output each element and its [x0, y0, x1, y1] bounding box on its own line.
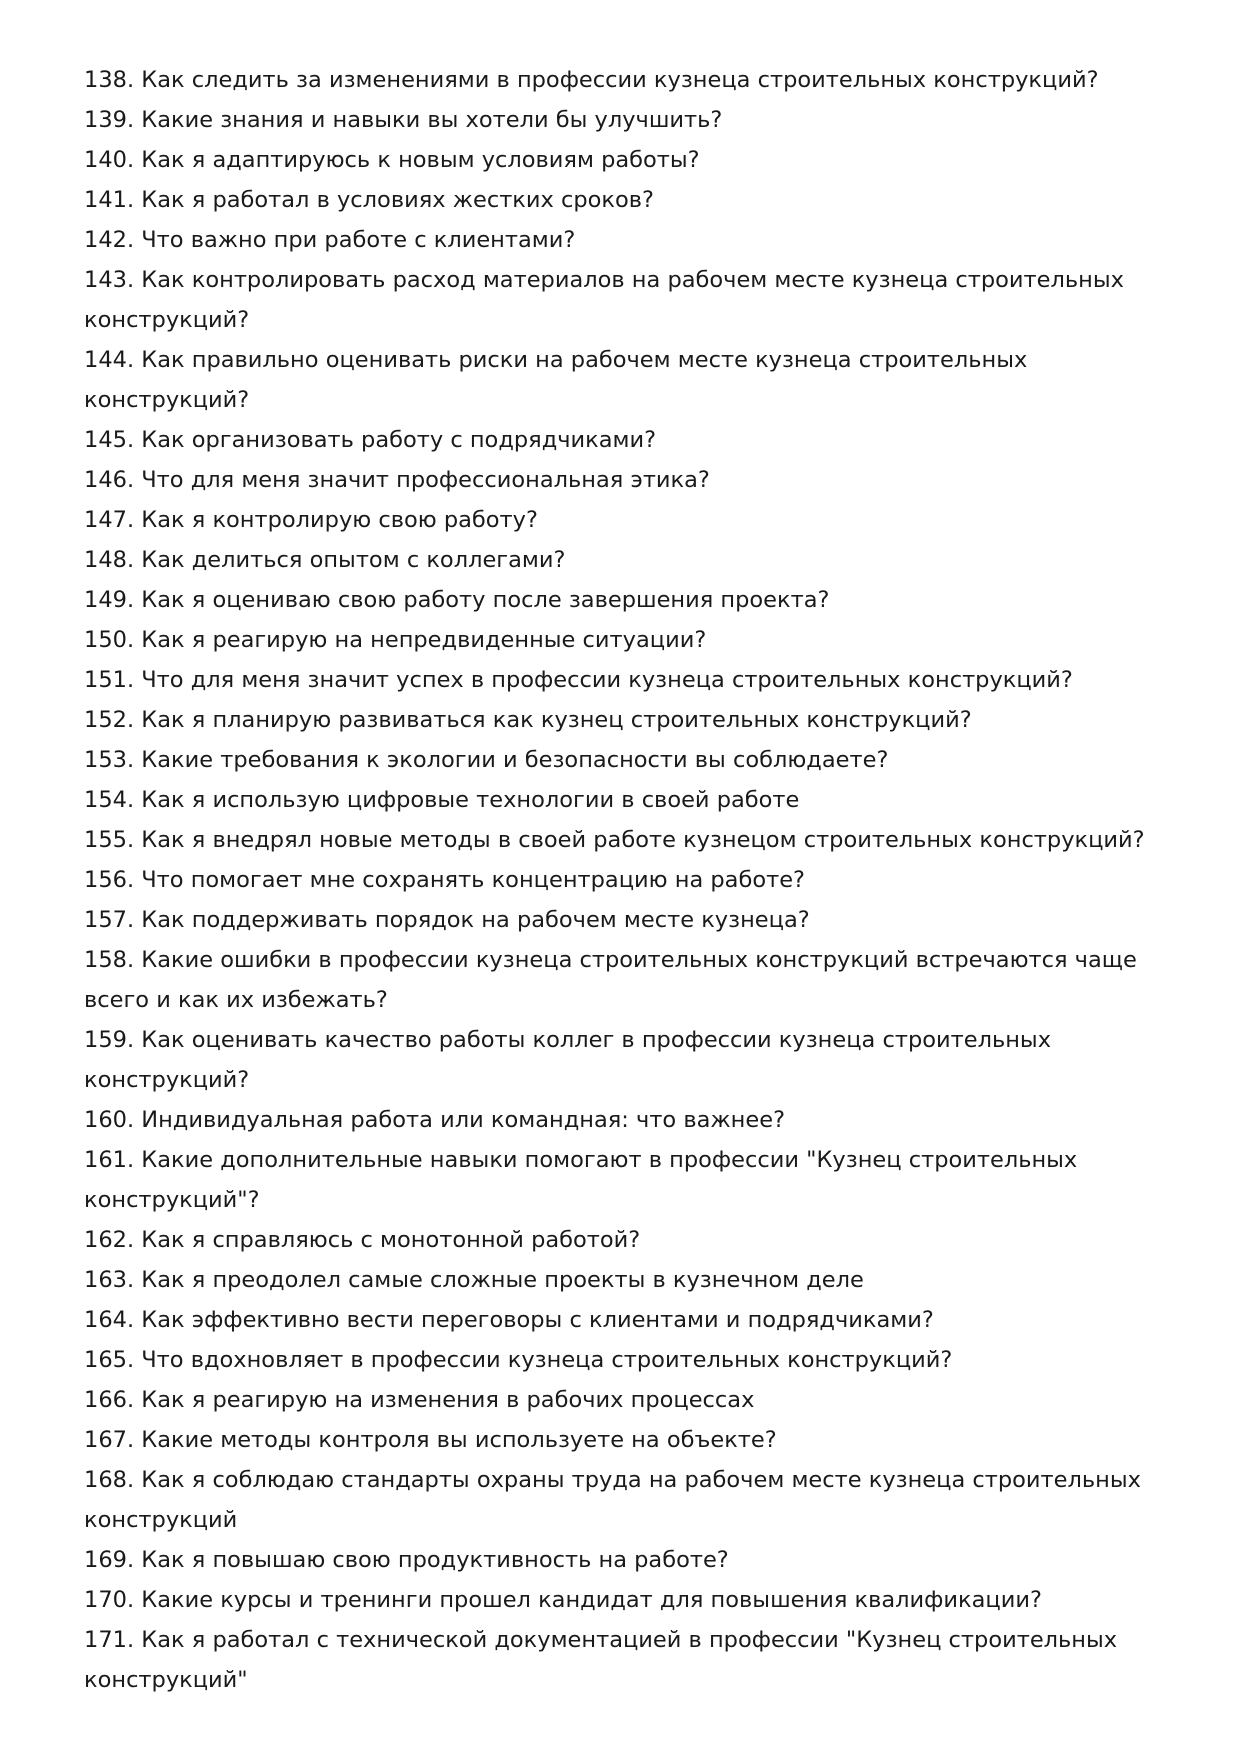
question-text-line: 151. Что для меня значит успех в профессии кузнеца строительных конструкций? [84, 667, 1073, 693]
question-item [84, 420, 1174, 460]
question-item [84, 780, 1174, 820]
question-item [84, 260, 1174, 340]
question-item [84, 1380, 1174, 1420]
question-item [84, 460, 1174, 500]
question-text-line: всего и как их избежать? [84, 987, 388, 1013]
question-item [84, 1140, 1174, 1220]
question-item [84, 580, 1174, 620]
question-item [84, 1460, 1174, 1540]
question-text-line: 139. Какие знания и навыки вы хотели бы улучшить? [84, 107, 723, 133]
question-text-line: конструкций" [84, 1667, 248, 1693]
question-text-line: 155. Как я внедрял новые методы в своей работе кузнецом строительных конструкций? [84, 827, 1145, 853]
question-text-line: 171. Как я работал с технической документацией в профессии "Кузнец строительных [84, 1627, 1118, 1653]
question-item [84, 220, 1174, 260]
question-text-line: 170. Какие курсы и тренинги прошел кандидат для повышения квалификации? [84, 1587, 1042, 1613]
question-item [84, 1340, 1174, 1380]
question-text-line: 148. Как делиться опытом с коллегами? [84, 547, 566, 573]
question-text-line: конструкций? [84, 307, 250, 333]
question-text-line: 167. Какие методы контроля вы используете на объекте? [84, 1427, 777, 1453]
question-text-line: 163. Как я преодолел самые сложные проекты в кузнечном деле [84, 1267, 864, 1293]
question-text-line: 168. Как я соблюдаю стандарты охраны труда на рабочем месте кузнеца строительных [84, 1467, 1141, 1493]
question-text-line: 145. Как организовать работу с подрядчиками? [84, 427, 657, 453]
question-text-line: 149. Как я оцениваю свою работу после завершения проекта? [84, 587, 830, 613]
question-item [84, 100, 1174, 140]
question-item [84, 1540, 1174, 1580]
question-text-line: 169. Как я повышаю свою продуктивность на работе? [84, 1547, 729, 1573]
question-text-line: 161. Какие дополнительные навыки помогают в профессии "Кузнец строительных [84, 1147, 1078, 1173]
question-text-line: 164. Как эффективно вести переговоры с клиентами и подрядчиками? [84, 1307, 934, 1333]
question-item [84, 940, 1174, 1020]
question-text-line: 165. Что вдохновляет в профессии кузнеца строительных конструкций? [84, 1347, 953, 1373]
question-item [84, 660, 1174, 700]
question-item [84, 180, 1174, 220]
question-text-line: 152. Как я планирую развиваться как кузнец строительных конструкций? [84, 707, 972, 733]
question-item [84, 140, 1174, 180]
question-text-line: 156. Что помогает мне сохранять концентрацию на работе? [84, 867, 805, 893]
question-item [84, 60, 1174, 100]
question-text-line: 140. Как я адаптируюсь к новым условиям работы? [84, 147, 700, 173]
question-item [84, 700, 1174, 740]
question-item [84, 860, 1174, 900]
question-text-line: 150. Как я реагирую на непредвиденные ситуации? [84, 627, 707, 653]
question-item [84, 900, 1174, 940]
question-text-line: 141. Как я работал в условиях жестких сроков? [84, 187, 654, 213]
question-text-line: конструкций? [84, 1067, 250, 1093]
question-item [84, 1260, 1174, 1300]
question-item [84, 620, 1174, 660]
question-text-line: 160. Индивидуальная работа или командная: что важнее? [84, 1107, 786, 1133]
question-text-line: конструкций [84, 1507, 238, 1533]
question-text-line: 138. Как следить за изменениями в профессии кузнеца строительных конструкций? [84, 67, 1099, 93]
question-item [84, 1580, 1174, 1620]
question-item [84, 1100, 1174, 1140]
question-item [84, 1300, 1174, 1340]
question-item [84, 1620, 1174, 1700]
question-text-line: 144. Как правильно оценивать риски на рабочем месте кузнеца строительных конструкций? [84, 347, 1028, 413]
question-text-line: 143. Как контролировать расход материалов на рабочем месте кузнеца строительных [84, 267, 1124, 293]
question-item [84, 1020, 1174, 1100]
question-text-line: конструкций"? [84, 1187, 260, 1213]
question-text-line: 157. Как поддерживать порядок на рабочем месте кузнеца? [84, 907, 810, 933]
question-item [84, 1220, 1174, 1260]
question-text-line: 159. Как оценивать качество работы коллег в профессии кузнеца строительных [84, 1027, 1052, 1053]
question-item [84, 500, 1174, 540]
question-text-line: 146. Что для меня значит профессиональная этика? [84, 467, 710, 493]
question-item [84, 740, 1174, 780]
question-text-line: 153. Какие требования к экологии и безопасности вы соблюдаете? [84, 747, 889, 773]
question-text-line: 162. Как я справляюсь с монотонной работой? [84, 1227, 641, 1253]
question-item [84, 820, 1174, 860]
question-item [84, 1420, 1174, 1460]
question-text-line: 147. Как я контролирую свою работу? [84, 507, 538, 533]
question-item [84, 540, 1174, 580]
question-text-line: 154. Как я использую цифровые технологии в своей работе [84, 787, 800, 813]
question-text-line: 158. Какие ошибки в профессии кузнеца строительных конструкций встречаются чаще [84, 947, 1137, 973]
question-item [84, 340, 1174, 420]
question-text-line: 166. Как я реагирую на изменения в рабочих процессах [84, 1387, 755, 1413]
question-list [84, 60, 1174, 1700]
question-text-line: 142. Что важно при работе с клиентами? [84, 227, 576, 253]
